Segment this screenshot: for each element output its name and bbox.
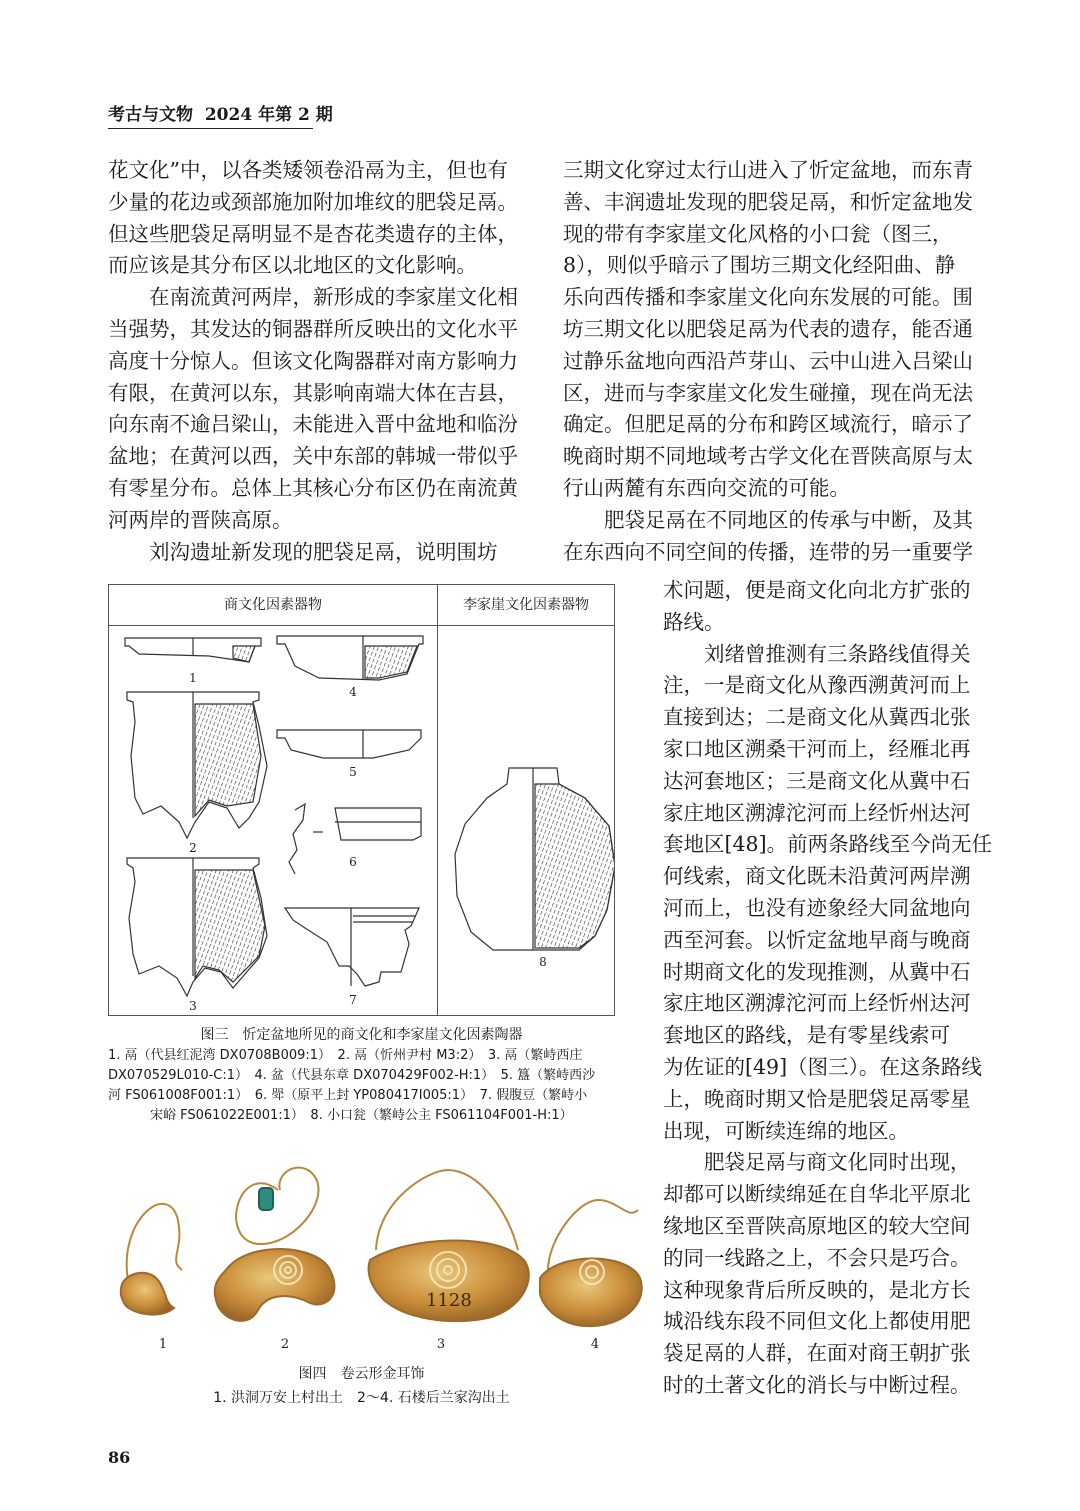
- earring-2: [215, 1168, 335, 1321]
- text-line: 城沿线东段不同但文化上都使用肥: [663, 1309, 971, 1334]
- fig3-header-lijiaya: 李家崖文化因素器物: [463, 597, 589, 613]
- text-line: 家庄地区溯滹沱河而上经忻州达河: [663, 800, 971, 825]
- text-line: 坊三期文化以肥袋足鬲为代表的遗存，能否通: [563, 316, 973, 341]
- vessel-3-drawing: [127, 858, 267, 996]
- text-line: 套地区的路线，是有零星线索可: [663, 1023, 950, 1048]
- text-line: 家口地区溯桑干河而上，经雁北再: [663, 736, 971, 761]
- text-line: 有零星分布。总体上其核心分布区仍在南流黄: [108, 475, 518, 500]
- text-line: 盆地；在黄河以西，关中东部的韩城一带似乎: [108, 444, 518, 469]
- text-line: 确定。但肥足鬲的分布和跨区域流行，暗示了: [563, 412, 973, 437]
- fig4-caption-line: 1. 洪洞万安上村出土 2～4. 石楼后兰家沟出土: [213, 1390, 510, 1406]
- figure-3: [108, 584, 615, 1016]
- figure-4-photo: [108, 1160, 648, 1360]
- text-line: 高度十分惊人。但该文化陶器群对南方影响力: [108, 348, 518, 373]
- text-line: 肥袋足鬲在不同地区的传承与中断，及其: [563, 507, 973, 532]
- fig3-number-5: 5: [349, 765, 357, 779]
- right-column-bottom: [663, 575, 992, 1402]
- text-line: 袋足鬲的人群，在面对商王朝扩张: [663, 1341, 971, 1366]
- left-column: [108, 155, 518, 568]
- fig3-header-shang: 商文化因素器物: [224, 597, 322, 613]
- fig4-number-3: 3: [436, 1337, 446, 1352]
- text-line: 善、丰润遗址发现的肥袋足鬲，和忻定盆地发: [563, 189, 973, 214]
- fig4-caption-title: 图四 卷云形金耳饰: [298, 1366, 425, 1382]
- earring-3: [369, 1170, 529, 1321]
- fig3-number-6: 6: [349, 855, 357, 869]
- text-line: 但这些肥袋足鬲明显不是杏花类遗存的主体，: [108, 221, 518, 246]
- text-line: 出现，可断续连绵的地区。: [663, 1118, 909, 1143]
- fig3-number-4: 4: [349, 685, 357, 699]
- fig3-number-2: 2: [189, 841, 197, 855]
- vessel-4-drawing: [277, 636, 423, 680]
- text-line: 术问题，便是商文化向北方扩张的: [663, 578, 971, 602]
- text-line: 这种现象背后所反映的，是北方长: [663, 1277, 971, 1302]
- fig3-number-7: 7: [349, 993, 357, 1007]
- text-line: 刘沟遗址新发现的肥袋足鬲，说明围坊: [108, 539, 498, 564]
- vessel-1-drawing: [125, 638, 261, 662]
- text-line: 直接到达；二是商文化从冀西北张: [663, 705, 971, 730]
- text-line: 刘绪曾推测有三条路线值得关: [663, 641, 971, 666]
- page-number: 86: [108, 1448, 131, 1467]
- text-line: 注，一是商文化从豫西溯黄河而上: [663, 673, 971, 698]
- running-header: [108, 100, 333, 125]
- earring-3-inscription: 1128: [426, 1290, 472, 1311]
- text-line: 家庄地区溯滹沱河而上经忻州达河: [663, 991, 971, 1016]
- text-line: 何线索，商文化既未沿黄河两岸溯: [663, 864, 971, 889]
- fig4-number-2: 2: [280, 1337, 290, 1352]
- text-line: 行山两麓有东西向交流的可能。: [563, 475, 850, 500]
- fig3-number-1: 1: [189, 671, 197, 685]
- text-line: 向东南不逾吕梁山，未能进入晋中盆地和临汾: [108, 412, 518, 437]
- fig3-number-8: 8: [539, 955, 547, 969]
- text-line: 达河套地区；三是商文化从冀中石: [663, 768, 971, 793]
- text-line: 为佐证的[49]（图三）。在这条路线: [663, 1054, 982, 1079]
- text-line: 却都可以断续绵延在自华北平原北: [663, 1182, 971, 1207]
- text-line: 时的土著文化的消长与中断过程。: [663, 1372, 971, 1397]
- vessel-2-drawing: [127, 692, 267, 838]
- text-line: 河而上，也没有迹象经大同盆地向: [663, 895, 971, 920]
- text-line: 套地区[48]。前两条路线至今尚无任: [663, 832, 993, 857]
- text-line: 河两岸的晋陕高原。: [108, 507, 293, 532]
- fig3-number-3: 3: [189, 999, 197, 1013]
- text-line: 三期文化穿过太行山进入了忻定盆地，而东青: [563, 158, 973, 182]
- vessel-5-drawing: [277, 730, 421, 758]
- text-line: 的同一线路之上，不会只是巧合。: [663, 1245, 971, 1270]
- text-line: 西至河套。以忻定盆地早商与晚商: [663, 927, 971, 952]
- text-line: 过静乐盆地向西沿芦芽山、云中山进入吕梁山: [563, 348, 973, 373]
- fig3-caption-line: DX070529L010-C:1） 4. 盆（代县东章 DX070429F002-H:1） 5. 簋（繁峙西沙: [108, 1068, 596, 1083]
- fig3-caption-line: 1. 鬲（代县红泥湾 DX0708B009:1） 2. 鬲（忻州尹村 M3:2） 3. 鬲（繁峙西庄: [108, 1048, 583, 1063]
- text-line: 缘地区至晋陕高原地区的较大空间: [663, 1213, 971, 1238]
- text-line: 8），则似乎暗示了围坊三期文化经阳曲、静: [563, 253, 956, 278]
- text-line: 当强势，其发达的铜器群所反映出的文化水平: [108, 316, 518, 341]
- text-line: 晚商时期不同地域考古学文化在晋陕高原与太: [563, 444, 973, 469]
- fig4-number-4: 4: [590, 1337, 600, 1352]
- issue-label: 2024 年第 2 期: [204, 105, 333, 125]
- right-column-top: [563, 155, 973, 568]
- earring-4: [540, 1200, 642, 1326]
- text-line: 花文化”中，以各类矮领卷沿鬲为主，但也有: [108, 158, 508, 182]
- text-line: 路线。: [663, 609, 725, 634]
- fig3-caption-title: 图三 忻定盆地所见的商文化和李家崖文化因素陶器: [200, 1027, 523, 1043]
- fig4-number-1: 1: [158, 1337, 168, 1352]
- text-line: 肥袋足鬲与商文化同时出现，: [663, 1150, 971, 1175]
- text-line: 而应该是其分布区以北地区的文化影响。: [108, 253, 477, 278]
- earring-1: [121, 1204, 182, 1315]
- journal-name: 考古与文物: [108, 105, 193, 125]
- vessel-8-drawing: [455, 768, 614, 950]
- header-rule: [108, 128, 313, 129]
- text-line: 区，进而与李家崖文化发生碰撞，现在尚无法: [563, 380, 973, 405]
- text-line: 乐向西传播和李家崖文化向东发展的可能。围: [563, 285, 973, 310]
- text-line: 上，晚商时期又恰是肥袋足鬲零星: [663, 1086, 971, 1111]
- text-line: 在南流黄河两岸，新形成的李家崖文化相: [108, 285, 518, 310]
- fig3-caption-line: 宋峪 FS061022E001:1） 8. 小口瓮（繁峙公主 FS061104F001-H:1）: [150, 1108, 573, 1123]
- text-line: 少量的花边或颈部施加附加堆纹的肥袋足鬲。: [108, 189, 518, 214]
- fig3-drawings: [109, 626, 614, 1015]
- vessel-7-drawing: [285, 908, 419, 986]
- fig3-caption-line: 河 FS061008F001:1） 6. 斝（原平上封 YP080417I005:1） 7. 假腹豆（繁峙小: [108, 1088, 588, 1103]
- text-line: 现的带有李家崖文化风格的小口瓮（图三，: [563, 221, 953, 246]
- text-line: 在东西向不同空间的传播，连带的另一重要学: [563, 539, 973, 564]
- text-line: 有限，在黄河以东，其影响南端大体在吉县，: [108, 380, 518, 405]
- text-line: 时期商文化的发现推测，从冀中石: [663, 959, 971, 984]
